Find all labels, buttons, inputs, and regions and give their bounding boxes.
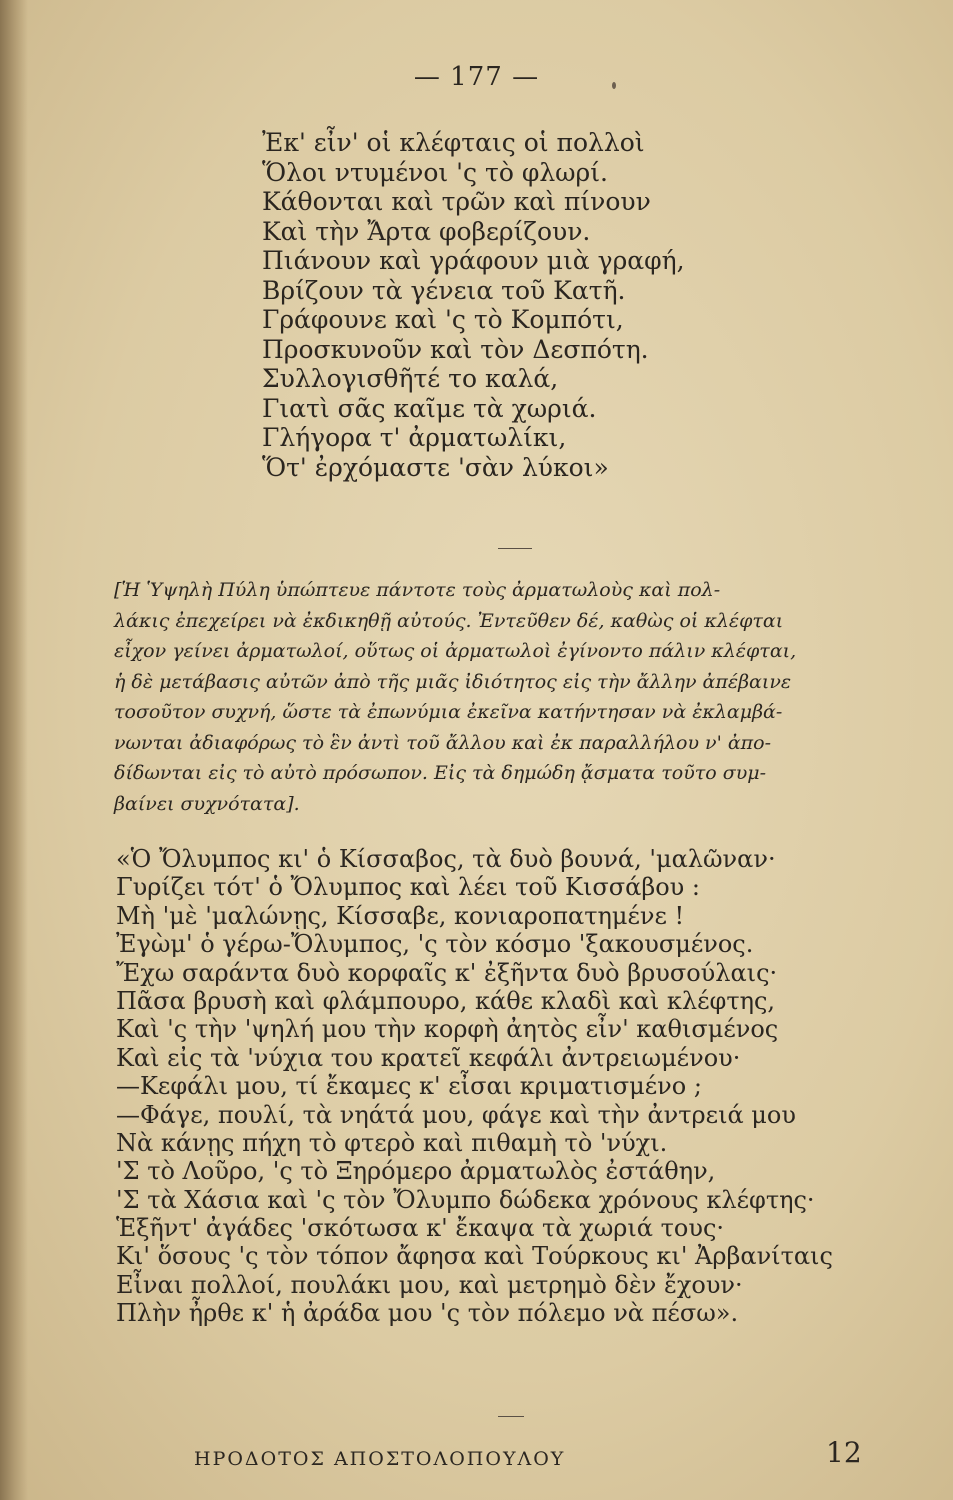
poem-1-line: Βρίζουν τὰ γένεια τοῦ Κατῆ. bbox=[262, 275, 626, 305]
poem-1-line: Κάθονται καὶ τρῶν καὶ πίνουν bbox=[262, 187, 651, 216]
poem-2-line: Νὰ κάνῃς πήχη τὸ φτερὸ καὶ πιθαμὴ τὸ 'νύχι. bbox=[116, 1128, 668, 1157]
poem-2-line: «Ὁ Ὄλυμπος κι' ὁ Κίσσαβος, τὰ δυὸ βουνά, 'μαλῶναν· bbox=[116, 845, 776, 873]
poem-1-line: Πιάνουν καὶ γράφουν μιὰ γραφή, bbox=[262, 246, 685, 275]
prose-line: βαίνει συχνότατα]. bbox=[114, 792, 300, 815]
prose-line: [Ἡ Ὑψηλὴ Πύλη ὑπώπτευε πάντοτε τοὺς ἀρματωλοὺς καὶ πολ- bbox=[114, 579, 721, 601]
poem-1-line: Γράφουνε καὶ 'ς τὸ Κομπότι, bbox=[262, 305, 624, 334]
ink-speck bbox=[612, 82, 616, 89]
page-binding-shadow bbox=[0, 0, 28, 1500]
poem-2-line: Ἑξῆντ' ἀγάδες 'σκότωσα κ' ἔκαψα τὰ χωριά τους· bbox=[116, 1214, 725, 1243]
poem-2-line: Γυρίζει τότ' ὁ Ὄλυμπος καὶ λέει τοῦ Κισσάβου : bbox=[116, 873, 700, 902]
printer-signature: ΗΡΟΔΟΤΟΣ ΑΠΟΣΤΟΛΟΠΟΥΛΟΥ bbox=[194, 1448, 566, 1470]
prose-note bbox=[114, 575, 834, 819]
poem-2-line: 'Σ τὸ Λοῦρο, 'ς τὸ Ξηρόμερο ἀρματωλὸς ἐστάθην, bbox=[116, 1157, 716, 1186]
poem-2-line: 'Σ τὰ Χάσια καὶ 'ς τὸν Ὄλυμπο δώδεκα χρόνους κλέφτης· bbox=[116, 1185, 815, 1214]
prose-line: τοσοῦτον συχνή, ὥστε τὰ ἐπωνύμια ἐκεῖνα κατήντησαν νὰ ἐκλαμβά- bbox=[114, 701, 783, 723]
prose-line: ἡ δὲ μετάβασις αὐτῶν ἀπὸ τῆς μιᾶς ἰδιότητος εἰς τὴν ἄλλην ἀπέβαινε bbox=[114, 670, 792, 693]
poem-2-line: Καὶ 'ς τὴν 'ψηλή μου τὴν κορφὴ ἀητὸς εἶν' καθισμένος bbox=[116, 1015, 779, 1044]
section-divider bbox=[498, 548, 532, 549]
poem-2-line: Κι' ὅσους 'ς τὸν τόπον ἄφησα καὶ Τούρκους κι' Ἀρβανίταις bbox=[116, 1242, 833, 1271]
poem-1-line: Γλήγορα τ' ἀρματωλίκι, bbox=[262, 423, 567, 452]
section-divider bbox=[498, 1416, 524, 1417]
poem-2-line: Πᾶσα βρυσὴ καὶ φλάμπουρο, κάθε κλαδὶ καὶ κλέφτης, bbox=[116, 986, 776, 1015]
prose-line: εἶχον γείνει ἀρματωλοί, οὕτως οἱ ἀρματωλοὶ ἐγίνοντο πάλιν κλέφται, bbox=[114, 640, 797, 662]
poem-2-line: Ἔχω σαράντα δυὸ κορφαῖς κ' ἐξῆντα δυὸ βρυσούλαις· bbox=[116, 958, 778, 987]
prose-line: δίδωνται εἰς τὸ αὐτὸ πρόσωπον. Εἰς τὰ δημώδη ᾄσματα τοῦτο συμ- bbox=[114, 762, 767, 784]
poem-2-line: Ἐγὼμ' ὁ γέρω-Ὄλυμπος, 'ς τὸν κόσμο 'ξακουσμένος. bbox=[116, 930, 754, 959]
poem-1-line: Ὅτ' ἐρχόμαστε 'σὰν λύκοι» bbox=[262, 452, 609, 482]
poem-1-line: Ἐκ' εἶν' οἱ κλέφταις οἱ πολλοὶ bbox=[262, 128, 645, 157]
poem-1-line: Ὅλοι ντυμένοι 'ς τὸ φλωρί. bbox=[262, 157, 608, 187]
poem-2-line: Καὶ εἰς τὰ 'νύχια του κρατεῖ κεφάλι ἀντρειωμένου· bbox=[116, 1043, 741, 1072]
poem-1-line: Καὶ τὴν Ἄρτα φοβερίζουν. bbox=[262, 216, 591, 246]
poem-1-line: Προσκυνοῦν καὶ τὸν Δεσπότη. bbox=[262, 334, 649, 364]
poem-2-line: —Κεφάλι μου, τί ἔκαμες κ' εἶσαι κριματισμένο ; bbox=[116, 1072, 702, 1101]
poem-2-line: Πλὴν ἦρθε κ' ἡ ἀράδα μου 'ς τὸν πόλεμο νὰ πέσω». bbox=[116, 1299, 739, 1328]
prose-line: λάκις ἐπεχείρει νὰ ἐκδικηθῇ αὐτούς. Ἐντεῦθεν δέ, καθὼς οἱ κλέφται bbox=[114, 609, 784, 632]
page-number: — 177 — bbox=[413, 62, 540, 92]
poem-1-line: Γιατὶ σᾶς καῖμε τὰ χωριά. bbox=[262, 393, 597, 423]
poem-2-line: —Φάγε, πουλί, τὰ νηάτά μου, φάγε καὶ τὴν ἀντρειά μου bbox=[116, 1100, 796, 1129]
poem-1-line: Συλλογισθῆτέ το καλά, bbox=[262, 364, 559, 393]
poem-2-line: Εἶναι πολλοί, πουλάκι μου, καὶ μετρημὸ δὲν ἔχουν· bbox=[116, 1270, 743, 1299]
poem-1 bbox=[262, 128, 685, 482]
prose-line: νωνται ἀδιαφόρως τὸ ἓν ἀντὶ τοῦ ἄλλου καὶ ἐκ παραλλήλου ν' ἀπο- bbox=[114, 731, 772, 754]
poem-2 bbox=[116, 845, 833, 1328]
poem-2-line: Μὴ 'μὲ 'μαλώνῃς, Κίσσαβε, κονιαροπατημένε ! bbox=[116, 901, 685, 930]
signature-number: 12 bbox=[826, 1436, 862, 1469]
